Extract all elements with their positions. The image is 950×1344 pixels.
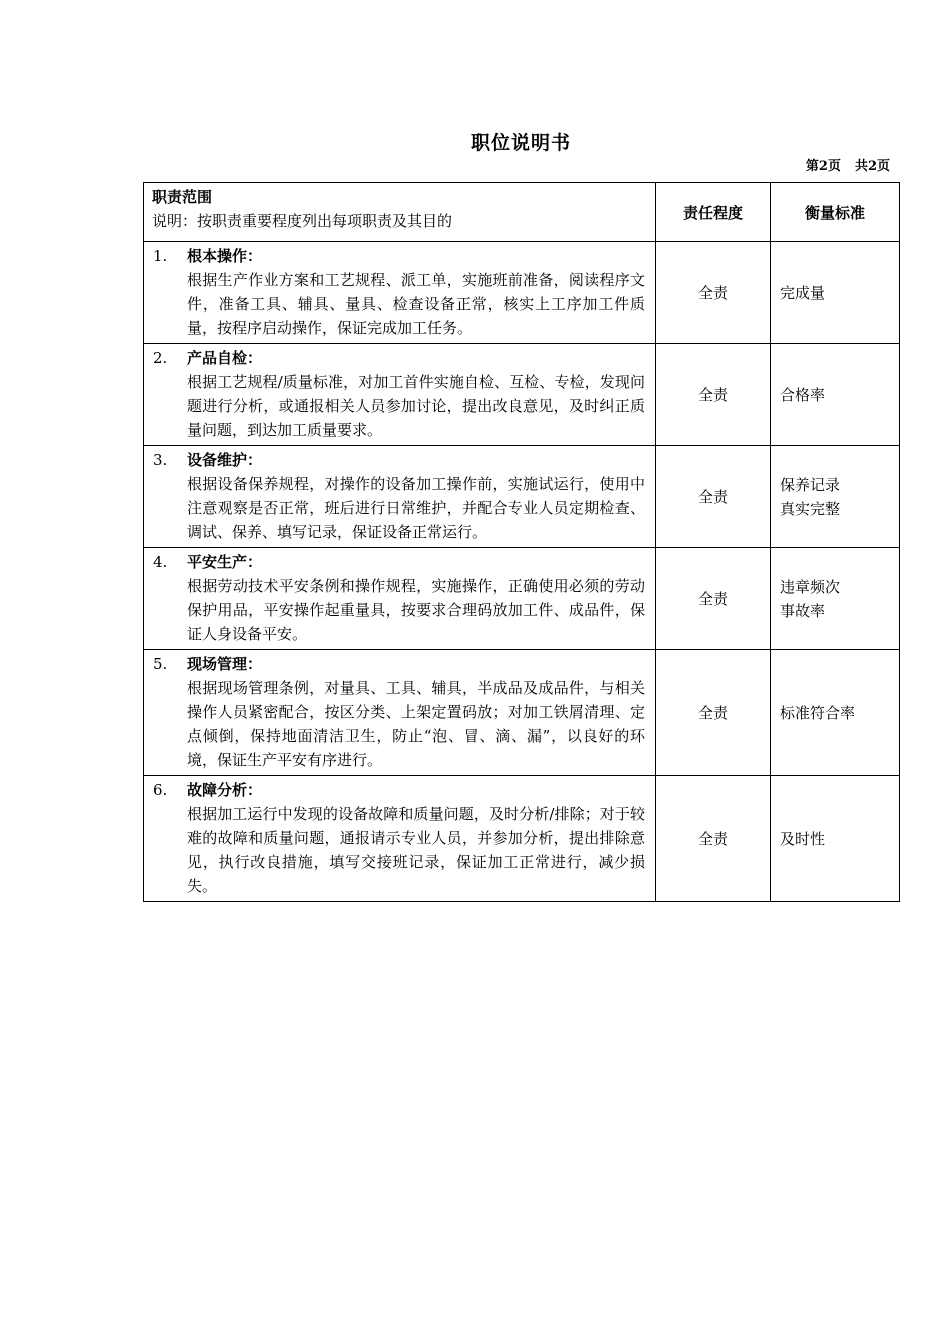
- responsibility-header: 责任程度: [656, 183, 771, 242]
- measure-cell: [771, 650, 900, 776]
- duty-cell: [144, 446, 656, 548]
- table-row: [144, 344, 900, 446]
- measure-cell: [771, 548, 900, 650]
- duty-table: [143, 182, 900, 902]
- responsibility-level: 全责: [656, 446, 771, 548]
- duty-description: 根据生产作业方案和工艺规程、派工单，实施班前准备，阅读程序文件，准备工具、辅具、量具、检查设备正常，核实上工序加工件质量，按程序启动操作，保证完成加工任务。: [187, 271, 645, 337]
- duty-description: 根据劳动技术平安条例和操作规程，实施操作，正确使用必须的劳动保护用品，平安操作起重量具，按要求合理码放加工件、成品件，保证人身设备平安。: [187, 577, 645, 643]
- page-indicator: [806, 155, 890, 174]
- measure-cell: [771, 344, 900, 446]
- duty-number: 6.: [153, 781, 168, 799]
- duty-description: 根据加工运行中发现的设备故障和质量问题，及时分析/排除；对于较难的故障和质量问题，通报请示专业人员，并参加分析，提出排除意见，执行改良措施，填写交接班记录，保证加工正常进行，减少损失。: [187, 805, 645, 895]
- duty-description: 根据设备保养规程，对操作的设备加工操作前，实施试运行，使用中注意观察是否正常，班后进行日常维护，并配合专业人员定期检查、调试、保养、填写记录，保证设备正常运行。: [187, 475, 645, 541]
- table-row: [144, 776, 900, 902]
- duty-name: 设备维护：: [187, 451, 263, 469]
- duty-number: 1.: [153, 247, 168, 265]
- measure-cell: [771, 446, 900, 548]
- table-row: [144, 446, 900, 548]
- measure-standard: 事故率: [780, 601, 826, 620]
- measure-standard: 完成量: [780, 283, 826, 302]
- measure-standard: 合格率: [780, 385, 826, 404]
- scope-title: 职责范围: [152, 188, 213, 206]
- measure-standard: 标准符合率: [780, 703, 856, 722]
- scope-note: 说明：按职责重要程度列出每项职责及其目的: [152, 212, 453, 230]
- page-total: 共2页: [854, 159, 890, 174]
- table-row: [144, 650, 900, 776]
- table-row: [144, 548, 900, 650]
- duty-name: 平安生产：: [187, 553, 263, 571]
- duty-description: 根据现场管理条例，对量具、工具、辅具，半成品及成品件，与相关操作人员紧密配合，按区分类、上架定置码放；对加工铁屑清理、定点倾倒，保持地面清洁卫生，防止“泡、冒、滴、漏”，以良好的环境，保证生产平安有序进行。: [187, 679, 645, 769]
- duty-number: 5.: [153, 655, 168, 673]
- duty-name: 产品自检：: [187, 349, 263, 367]
- responsibility-level: 全责: [656, 242, 771, 344]
- duty-cell: [144, 548, 656, 650]
- measure-standard: 保养记录: [780, 475, 841, 494]
- duty-cell: [144, 776, 656, 902]
- duty-description: 根据工艺规程/质量标准，对加工首件实施自检、互检、专检，发现问题进行分析，或通报相关人员参加讨论，提出改良意见，及时纠正质量问题，到达加工质量要求。: [187, 373, 645, 439]
- measure-standard: 及时性: [780, 829, 826, 848]
- duty-number: 2.: [153, 349, 168, 367]
- table-header-row: [144, 183, 900, 242]
- duty-name: 现场管理：: [187, 655, 263, 673]
- responsibility-level: 全责: [656, 776, 771, 902]
- duty-name: 根本操作：: [187, 247, 263, 265]
- page-number: 第2页: [805, 159, 841, 174]
- scope-header: [144, 183, 656, 242]
- document-title: 职位说明书: [470, 132, 571, 154]
- duty-cell: [144, 344, 656, 446]
- measure-standard: 真实完整: [780, 499, 841, 518]
- measure-standard: 违章频次: [780, 577, 841, 596]
- duty-cell: [144, 650, 656, 776]
- duty-number: 3.: [153, 451, 168, 469]
- measure-cell: [771, 242, 900, 344]
- measure-cell: [771, 776, 900, 902]
- responsibility-level: 全责: [656, 548, 771, 650]
- table-row: [144, 242, 900, 344]
- measure-header: 衡量标准: [771, 183, 900, 242]
- duty-cell: [144, 242, 656, 344]
- duty-number: 4.: [153, 553, 168, 571]
- responsibility-level: 全责: [656, 344, 771, 446]
- duty-name: 故障分析：: [187, 781, 263, 799]
- responsibility-level: 全责: [656, 650, 771, 776]
